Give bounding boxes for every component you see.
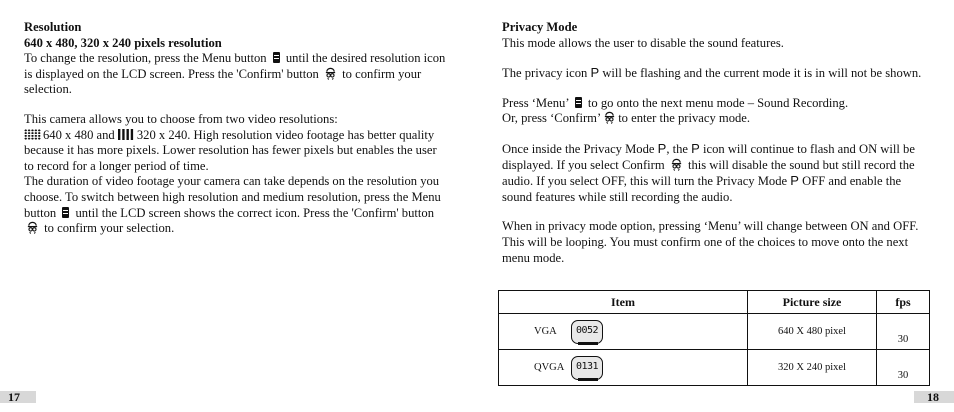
lcd-counter-icon: 0131 [571, 356, 603, 380]
page-number-right: 18 [927, 390, 939, 404]
lcd-counter-icon: 0052 [571, 320, 603, 344]
privacy-p-icon: P [790, 173, 799, 189]
resolution-heading: Resolution [24, 20, 82, 34]
confirm-button-icon [603, 111, 616, 124]
privacy-p-icon: P [590, 65, 600, 81]
privacy-paragraph-5: When in privacy mode option, pressing ‘Menu’ will change between ON and OFF. This will be looping. You must confirm one of the choices to move onto the next menu mode. [502, 219, 919, 265]
right-page [502, 20, 930, 280]
menu-button-icon [62, 207, 69, 218]
confirm-button-icon [670, 158, 683, 171]
table-row [499, 314, 930, 350]
resolution-table [498, 290, 930, 386]
high-resolution-icon [24, 129, 41, 140]
table-header-fps: fps [877, 291, 930, 314]
resolution-paragraph-2: This camera allows you to choose from two video resolutions: 640 x 480 and 320 x 240. High resolution video footage has better quality because it has more pixels. Lower resolution has fewer pixels but enables the user to record for a longer period of time. [24, 111, 437, 173]
table-cell-size: 640 X 480 pixel [748, 314, 877, 350]
resolution-subheading: 640 x 480, 320 x 240 pixels resolution [24, 35, 222, 50]
table-cell-item: QVGA [534, 362, 565, 373]
privacy-p-icon: P [691, 140, 700, 156]
privacy-paragraph-2: The privacy icon P will be flashing and the current mode it is in will not be shown. [502, 65, 922, 81]
table-cell-fps: 30 [877, 314, 930, 350]
table-header-row [499, 291, 930, 314]
table-cell-size: 320 X 240 pixel [748, 350, 877, 386]
confirm-button-icon [324, 67, 337, 80]
privacy-paragraph-4: Once inside the Privacy Mode P, the P icon will continue to flash and ON will be displayed. If you select Confirm this will disable the sound but still record the audio. If you select OFF, this will turn the Privacy Mode P OFF and enable the sound features while still recording the audio. [502, 140, 915, 204]
privacy-intro: This mode allows the user to disable the sound features. [502, 35, 784, 50]
resolution-paragraph-1: To change the resolution, press the Menu button until the desired resolution icon is displayed on the LCD screen. Press the 'Confirm' button to confirm your selection. [24, 51, 446, 97]
privacy-paragraph-3: Press ‘Menu’ to go onto the next menu mode – Sound Recording. Or, press ‘Confirm’ to enter the privacy mode. [502, 95, 849, 126]
table-header-item: Item [499, 291, 748, 314]
left-page [24, 20, 449, 251]
table-cell-item: VGA [534, 326, 557, 337]
menu-button-icon [575, 97, 582, 108]
resolution-paragraph-3: The duration of video footage your camera can take depends on the resolution you choose. To switch between high resolution and medium resolution, press the Menu button until the LCD screen shows the correct icon. Press the 'Confirm' button to confirm your selection. [24, 174, 441, 236]
page-number-left: 17 [8, 390, 20, 404]
table-cell-fps: 30 [877, 350, 930, 386]
privacy-p-icon: P [657, 140, 667, 156]
table-header-picture-size: Picture size [748, 291, 877, 314]
privacy-heading: Privacy Mode [502, 20, 578, 34]
table-row [499, 350, 930, 386]
menu-button-icon [273, 52, 280, 63]
confirm-button-icon [26, 221, 39, 234]
medium-resolution-icon [118, 129, 135, 140]
